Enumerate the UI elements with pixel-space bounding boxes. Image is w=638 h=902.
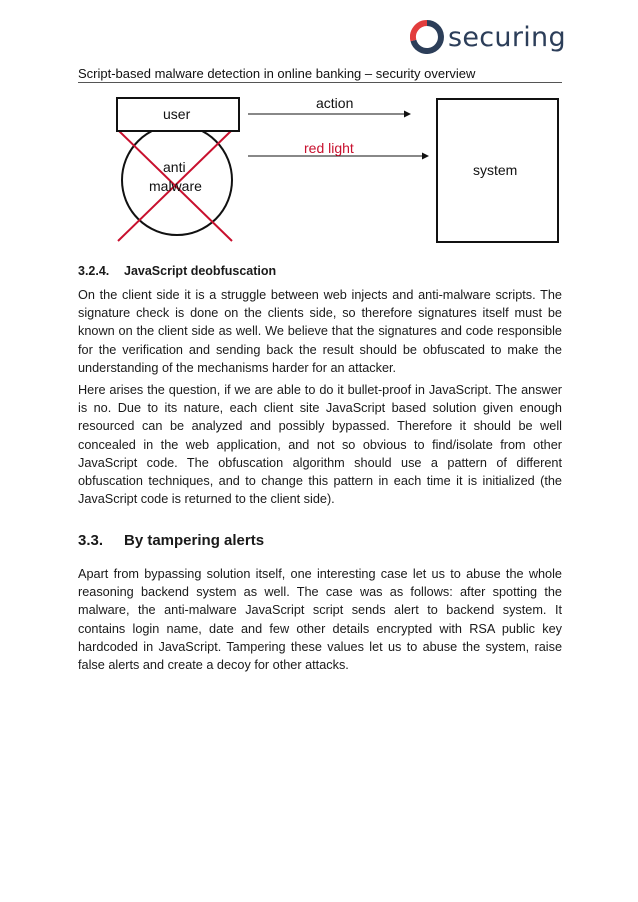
malware-diagram [100,88,570,248]
logo-brand-text: securing [448,21,566,53]
subsection-title: JavaScript deobfuscation [124,264,277,278]
securing-logo [410,17,566,57]
user-label: user [163,106,191,122]
paragraph-deobfuscation-2: Here arises the question, if we are able to do it bullet-proof in JavaScript. The answer is no. Due to its nature, each client site JavaScript based solution given enough resourced can be analyzed and possibly bypassed. Therefore it should be well concealed in the web application, and not so obvious to find/isolate from other JavaScript code. The obfuscation algorithm should use a pattern of different obfuscation techniques, and to change this pattern in each time it is initialized (the JavaScript code is returned to the client side). [78,383,562,507]
red-light-label: red light [304,140,354,156]
section-heading [78,532,264,549]
action-label: action [316,95,354,111]
paragraph-tampering-alerts: Apart from bypassing solution itself, one interesting case let us to abuse the whole reasoning backend system as well. The case was as follows: after spotting the malware, the anti-malware JavaScript script sends alert to backend system. It contains login name, date and few other details encrypted with RSA public key hardcoded in JavaScript. Tampering these values let us to abuse the system, raise false alerts and create a decoy for other attacks. [78,567,562,673]
system-label: system [473,162,518,178]
antimalware-label-line1: anti [163,159,186,175]
section-title: By tampering alerts [124,532,265,549]
subsection-number: 3.2.4. [78,264,110,278]
header-divider [78,82,562,83]
antimalware-label-line2: malware [149,178,202,194]
securing-ring-logo-icon [410,20,444,54]
paragraph-deobfuscation-1: On the client side it is a struggle between web injects and anti-malware scripts. The signature check is done on the clients side, so therefore signatures itself must be known on the client side as well. We believe that the signatures and code responsible for the verification and sending back the result should be obfuscated to make the understanding of the mechanisms harder for an attacker. [78,288,562,375]
subsection-heading [78,264,276,278]
section-number: 3.3. [78,532,104,549]
running-header-title: Script-based malware detection in online banking – security overview [78,66,476,81]
